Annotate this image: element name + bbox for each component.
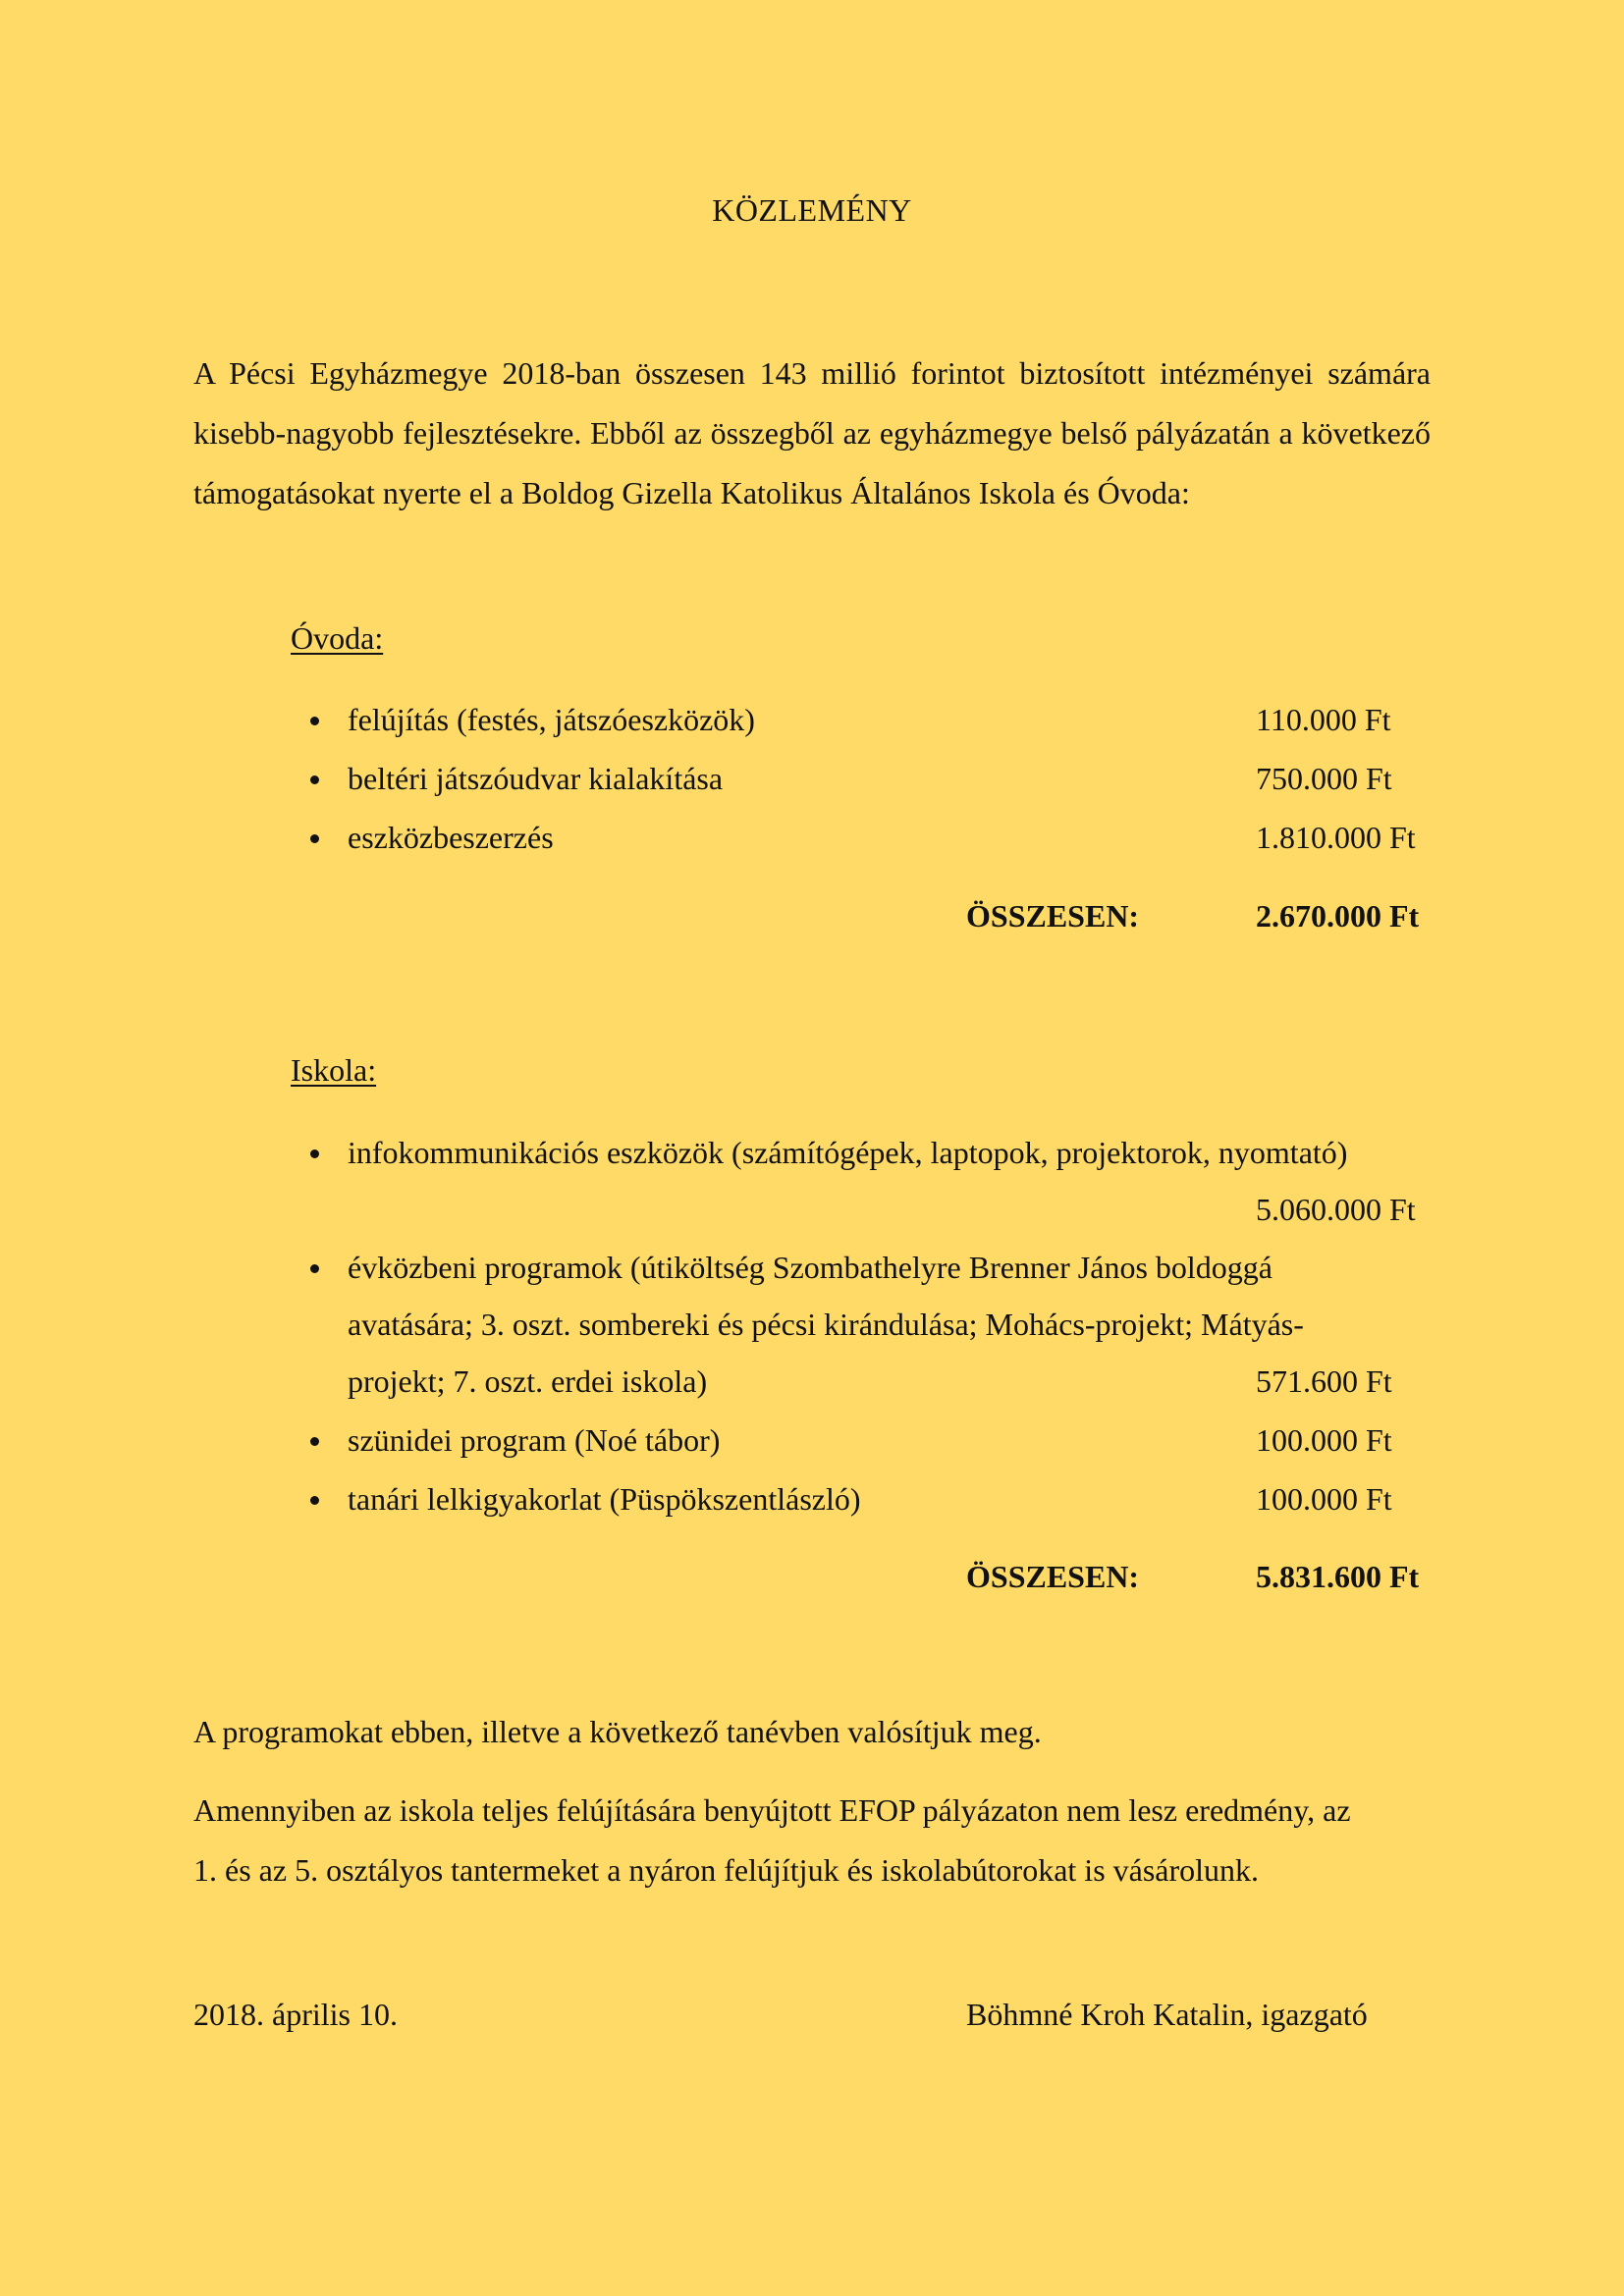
bullet-icon	[307, 1239, 321, 1296]
item-label	[348, 1470, 1369, 1527]
item-label	[348, 1239, 1369, 1410]
section-heading-iskola: Iskola:	[291, 1052, 377, 1088]
item-amount: 1.810.000 Ft	[1256, 820, 1416, 855]
closing-paragraph-1: A programokat ebben, illetve a következő tanévben valósítjuk meg.	[193, 1714, 1042, 1749]
item-label-line: infokommunikációs eszközök (számítógépek, laptopok, projektorok, nyomtató)	[348, 1135, 1348, 1170]
closing-paragraph-2-line: 1. és az 5. osztályos tantermeket a nyáron felújítjuk és iskolabútorokat is vásárolunk.	[193, 1852, 1260, 1888]
list-item	[291, 1124, 1430, 1238]
closing-paragraph-2-line: Amennyiben az iskola teljes felújítására benyújtott EFOP pályázaton nem lesz eredmény, az	[193, 1792, 1351, 1828]
intro-paragraph: A Pécsi Egyházmegye 2018-ban összesen 143 millió forintot biztosított intézményei számára kisebb-nagyobb fejlesztésekre. Ebből az összegből az egyházmegye belső pályázatán a következő támogatásokat nyerte el a Boldog Gizella Katolikus Általános Iskola és Óvoda:	[193, 355, 1431, 510]
item-amount: 5.060.000 Ft	[1256, 1192, 1416, 1227]
bullet-icon	[307, 1124, 321, 1181]
list-item	[291, 1239, 1430, 1410]
item-amount: 571.600 Ft	[1256, 1363, 1392, 1399]
item-label-line: avatására; 3. oszt. sombereki és pécsi kirándulása; Mohács-projekt; Mátyás-	[348, 1307, 1304, 1342]
item-label-line: projekt; 7. oszt. erdei iskola)	[348, 1363, 708, 1399]
document-title: KÖZLEMÉNY	[712, 192, 912, 228]
item-amount: 100.000 Ft	[1256, 1422, 1392, 1458]
bullet-icon	[307, 1470, 321, 1527]
closing-paragraph-2	[193, 1781, 1431, 1900]
bullet-icon	[307, 1412, 321, 1468]
item-amount: 100.000 Ft	[1256, 1481, 1392, 1517]
item-amount: 750.000 Ft	[1256, 761, 1392, 796]
bullet-icon	[307, 691, 321, 748]
bullet-icon	[307, 809, 321, 866]
total-label: ÖSSZESEN:	[966, 898, 1140, 934]
item-label-line: évközbeni programok (útiköltség Szombathelyre Brenner János boldoggá	[348, 1250, 1272, 1285]
item-amount: 110.000 Ft	[1256, 702, 1391, 737]
item-label-line: tanári lelkigyakorlat (Püspökszentlászló)	[348, 1481, 861, 1517]
total-value: 5.831.600 Ft	[1256, 1559, 1420, 1594]
bullet-icon	[307, 750, 321, 807]
item-label: felújítás (festés, játszóeszközök)	[348, 702, 755, 737]
item-label: eszközbeszerzés	[348, 820, 554, 855]
item-label	[348, 1412, 1369, 1468]
section-heading-ovoda: Óvoda:	[291, 620, 384, 656]
item-label	[348, 1124, 1369, 1181]
signature: Böhmné Kroh Katalin, igazgató	[966, 1997, 1368, 2032]
item-label-line: szünidei program (Noé tábor)	[348, 1422, 721, 1458]
total-value: 2.670.000 Ft	[1256, 898, 1420, 934]
document-date: 2018. április 10.	[193, 1997, 398, 2032]
total-label: ÖSSZESEN:	[966, 1559, 1140, 1594]
item-label: beltéri játszóudvar kialakítása	[348, 761, 724, 796]
